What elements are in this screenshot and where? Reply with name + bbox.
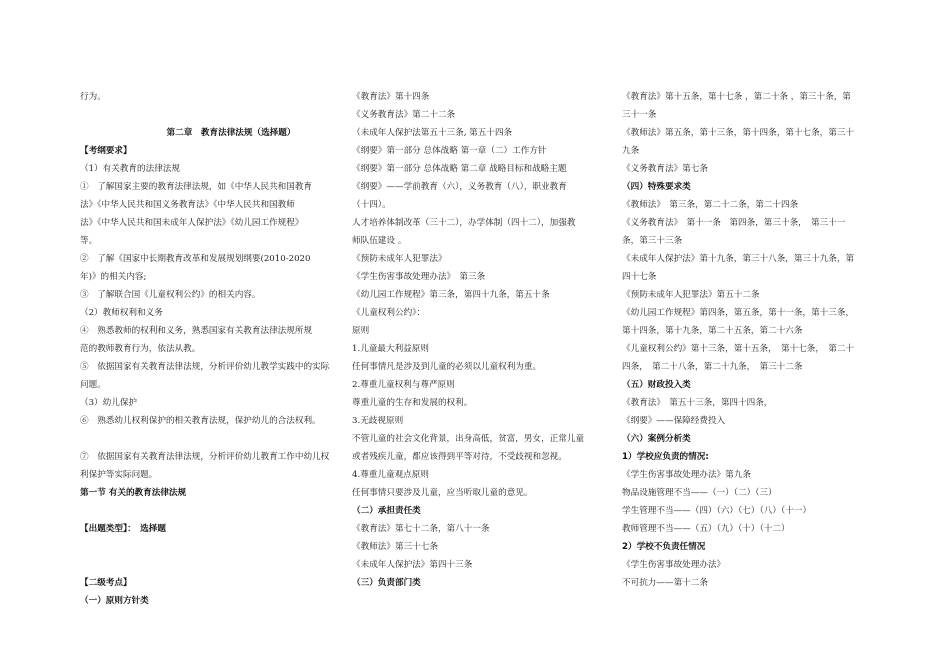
text-line: 《学生伤害事故处理办法》: [622, 560, 726, 570]
text-line: 《学生伤害事故处理办法》 第三条: [352, 272, 486, 282]
section-heading: （二）承担责任类: [352, 506, 421, 516]
text-line: 行为。: [80, 92, 106, 102]
text-line: 九条: [622, 146, 640, 156]
text-line: 年)》的相关内容;: [80, 272, 147, 282]
text-line: 《义务教育法》 第十一条 第四条，第三十条， 第三十一: [622, 218, 846, 228]
middle-column: [352, 88, 620, 592]
text-line: （未成年人保护法第五十三条, 第五十四条: [352, 128, 513, 138]
text-line: 四十七条: [622, 272, 657, 282]
text-line: [80, 502, 342, 520]
text-line: 《义务教育法》第七条: [622, 164, 708, 174]
section-heading: 2）学校不负责任情况: [622, 542, 706, 552]
text-line: 1.儿童最大利益原则: [352, 344, 429, 354]
text-line: 法》《中华人民共和国义务教育法》《中华人民共和国教师: [80, 200, 295, 210]
text-line: 等。: [80, 236, 98, 246]
text-line: 或者残疾儿童，都应该得到平等对待，不受歧视和忽视。: [352, 452, 567, 462]
text-line: 4.尊重儿童观点原则: [352, 470, 429, 480]
text-line: 任何事情凡是涉及到儿童的必须以儿童权利为重。: [352, 362, 542, 372]
text-line: 《纲要》第一部分 总体战略 第二章 战略目标和战略主题: [352, 164, 567, 174]
text-line: [80, 556, 342, 574]
text-line: 《纲要》第一部分 总体战略 第一章（二）工作方针: [352, 146, 547, 156]
text-line: 《儿童权利公约》：: [352, 308, 426, 318]
right-column: [622, 88, 872, 592]
text-line: 《学生伤害事故处理办法》第九条: [622, 470, 751, 480]
text-line: 《教师法》第三十七条: [352, 542, 438, 552]
section-heading: 【出题类型】： 选择题: [80, 524, 166, 534]
text-line: （2）教师权利和义务: [80, 308, 163, 318]
text-line: ④ 熟悉教师的权利和义务，熟悉国家有关教育法律法规所规: [80, 326, 313, 336]
text-line: 《义务教育法》第二十二条: [352, 110, 456, 120]
text-line: （1）有关教育的法律法规: [80, 164, 180, 174]
text-line: 《教育法》第七十二条，第八十一条: [352, 524, 490, 534]
text-line: 人才培养体制改革（三十二），办学体制（四十二），加强教: [352, 218, 576, 228]
section-heading: （一）原则方针类: [80, 596, 149, 606]
text-line: 《未成年人保护法》第十九条，第三十八条，第三十九条，第: [622, 254, 855, 264]
text-line: [80, 538, 342, 556]
text-line: 《未成年人保护法》第四十三条: [352, 560, 473, 570]
text-line: 问题。: [80, 380, 106, 390]
text-line: 条，第三十三条: [622, 236, 683, 246]
text-line: 第十四条，第十九条，第二十五条，第二十六条: [622, 326, 803, 336]
text-line: ③ 了解联合国《儿童权利公约》的相关内容。: [80, 290, 261, 300]
section-heading: （四）特殊要求类: [622, 182, 691, 192]
text-line: 《儿童权利公约》第十三条，第十五条， 第十七条， 第二十: [622, 344, 855, 354]
text-line: 《教育法》第十四条: [352, 92, 430, 102]
text-line: 《纲要》——保障经费投入: [622, 416, 726, 426]
text-line: 利保护等实际问题。: [80, 470, 158, 480]
text-line: 原则: [352, 326, 370, 336]
text-line: 物品设施管理不当——（一）（二）（三）: [622, 488, 777, 498]
text-line: 师队伍建设 。: [352, 236, 407, 246]
text-line: 《教师法》第五条，第十三条，第十四条，第十七条，第三十: [622, 128, 855, 138]
text-line: ⑥ 熟悉幼儿权利保护的相关教育法规，保护幼儿的合法权利。: [80, 416, 321, 426]
text-line: 3.无歧视原则: [352, 416, 404, 426]
text-line: 《纲要》——学前教育（六），义务教育（八），职业教育: [352, 182, 567, 192]
text-line: [80, 430, 342, 448]
text-line: 《预防未成年人犯罪法》: [352, 254, 447, 264]
section-heading: 第二章 教育法律法规（选择题）: [166, 128, 296, 138]
text-line: 范的教师教育行为，依法从教。: [80, 344, 201, 354]
text-line: 《幼儿园工作规程》第三条，第四十九条，第五十条: [352, 290, 550, 300]
text-line: 教师管理不当——（五）（九）（十）（十二）: [622, 524, 790, 534]
left-column: [80, 88, 342, 610]
text-line: [80, 106, 342, 124]
text-line: 2.尊重儿童权利与尊严原则: [352, 380, 455, 390]
text-line: 法》《中华人民共和国未成年人保护法》《幼儿园工作规程》: [80, 218, 304, 228]
text-line: 学生管理不当——（四）（六）（七）（八）（十一）: [622, 506, 812, 516]
section-heading: （三）负责部门类: [352, 578, 421, 588]
section-heading: （六）案例分析类: [622, 434, 691, 444]
text-line: 《教师法》 第三条，第二十二条，第二十四条: [622, 200, 799, 210]
text-line: 不管儿童的社会文化背景，出身高低，贫富，男女，正常儿童: [352, 434, 585, 444]
text-line: 《预防未成年人犯罪法》第五十二条: [622, 290, 760, 300]
text-line: ② 了解《国家中长期教育改革和发展规划纲要(2010-2020: [80, 254, 311, 264]
text-line: 不可抗力——第十二条: [622, 578, 708, 588]
text-line: 任何事情只要涉及儿童，应当听取儿童的意见。: [352, 488, 533, 498]
text-line: ① 了解国家主要的教育法律法规，如《中华人民共和国教育: [80, 182, 313, 192]
text-line: 三十一条: [622, 110, 657, 120]
section-heading: （五）财政投入类: [622, 380, 691, 390]
text-line: 《教育法》 第五十三条，第四十四条，: [622, 398, 773, 408]
text-line: 《幼儿园工作规程》第四条，第五条，第十一条，第十三条，: [622, 308, 855, 318]
section-heading: 1）学校应负责的情况:: [622, 452, 709, 462]
text-line: （十四）。: [352, 200, 391, 210]
section-heading: 【二级考点】: [80, 578, 132, 588]
text-line: ⑤ 依据国家有关教育法律法规，分析评价幼儿教学实践中的实际: [80, 362, 330, 372]
text-line: 《教育法》第十五条，第十七条 ，第二十条 ，第三十条，第: [622, 92, 851, 102]
text-line: （3）幼儿保护: [80, 398, 138, 408]
text-line: 四条， 第二十八条，第二十九条， 第三十二条: [622, 362, 803, 372]
section-heading: 【考纲要求】: [80, 146, 132, 156]
section-heading: 第一节 有关的教育法律法规: [80, 488, 187, 498]
text-line: 尊重儿童的生存和发展的权利。: [352, 398, 473, 408]
text-line: ⑦ 依据国家有关教育法律法规，分析评价幼儿教育工作中幼儿权: [80, 452, 330, 462]
